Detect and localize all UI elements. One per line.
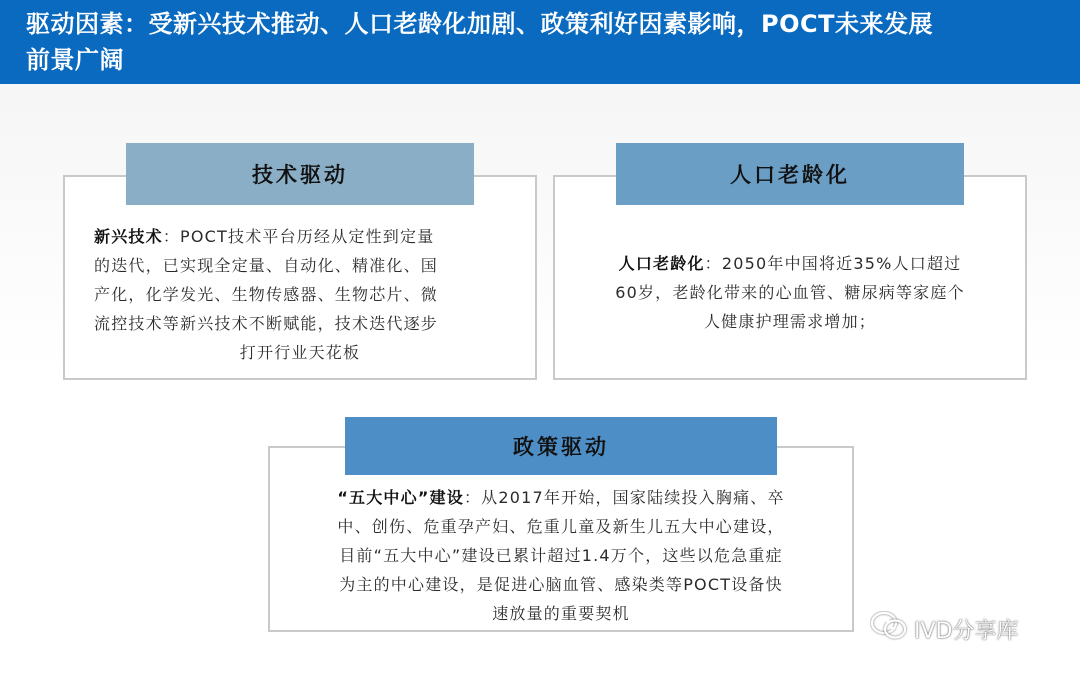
wechat-icon (870, 611, 908, 647)
tech-line-2: 的迭代，已实现全定量、自动化、精准化、国 (94, 256, 439, 275)
aging-driver-text (565, 249, 1015, 336)
tech-line-3: 产化，化学发光、生物传感器、生物芯片、微 (94, 285, 439, 304)
aging-line-3: 人健康护理需求增加； (703, 312, 876, 331)
aging-line-1: 人口老龄化：2050年中国将近35%人口超过 (618, 254, 962, 273)
tech-line-5: 打开行业天花板 (239, 343, 361, 362)
policy-line-2: 中、创伤、危重孕产妇、危重儿童及新生儿五大中心建设， (337, 517, 785, 536)
policy-line-3: 目前“五大中心”建设已累计超过1.4万个，这些以危急重症 (339, 546, 783, 565)
slide-title-line2: 前景广阔 (26, 46, 124, 74)
policy-lead: “五大中心”建设 (337, 488, 464, 507)
policy-line-4: 为主的中心建设，是促进心脑血管、感染类等POCT设备快 (339, 575, 783, 594)
policy-driver-label: 政策驱动 (345, 417, 777, 475)
tech-line-4: 流控技术等新兴技术不断赋能，技术迭代逐步 (94, 314, 439, 333)
policy-line-5: 速放量的重要契机 (492, 604, 630, 623)
policy-line-1: “五大中心”建设：从2017年开始，国家陆续投入胸痛、卒 (337, 488, 785, 507)
aging-driver-label: 人口老龄化 (616, 143, 964, 205)
aging-line-2: 60岁，老龄化带来的心血管、糖尿病等家庭个 (615, 283, 965, 302)
title-bar (0, 0, 1080, 84)
watermark-text: IVD分享库 (914, 618, 1019, 644)
tech-driver-text (78, 222, 522, 367)
tech-line-1: 新兴技术：POCT技术平台历经从定性到定量 (94, 227, 435, 246)
aging-lead: 人口老龄化 (618, 254, 705, 273)
tech-driver-label: 技术驱动 (126, 143, 474, 205)
slide-title-line1: 驱动因素：受新兴技术推动、人口老龄化加剧、政策利好因素影响，POCT未来发展 (26, 10, 933, 38)
policy-driver-text (278, 483, 844, 628)
tech-lead: 新兴技术 (94, 227, 163, 246)
watermark (870, 612, 1060, 646)
